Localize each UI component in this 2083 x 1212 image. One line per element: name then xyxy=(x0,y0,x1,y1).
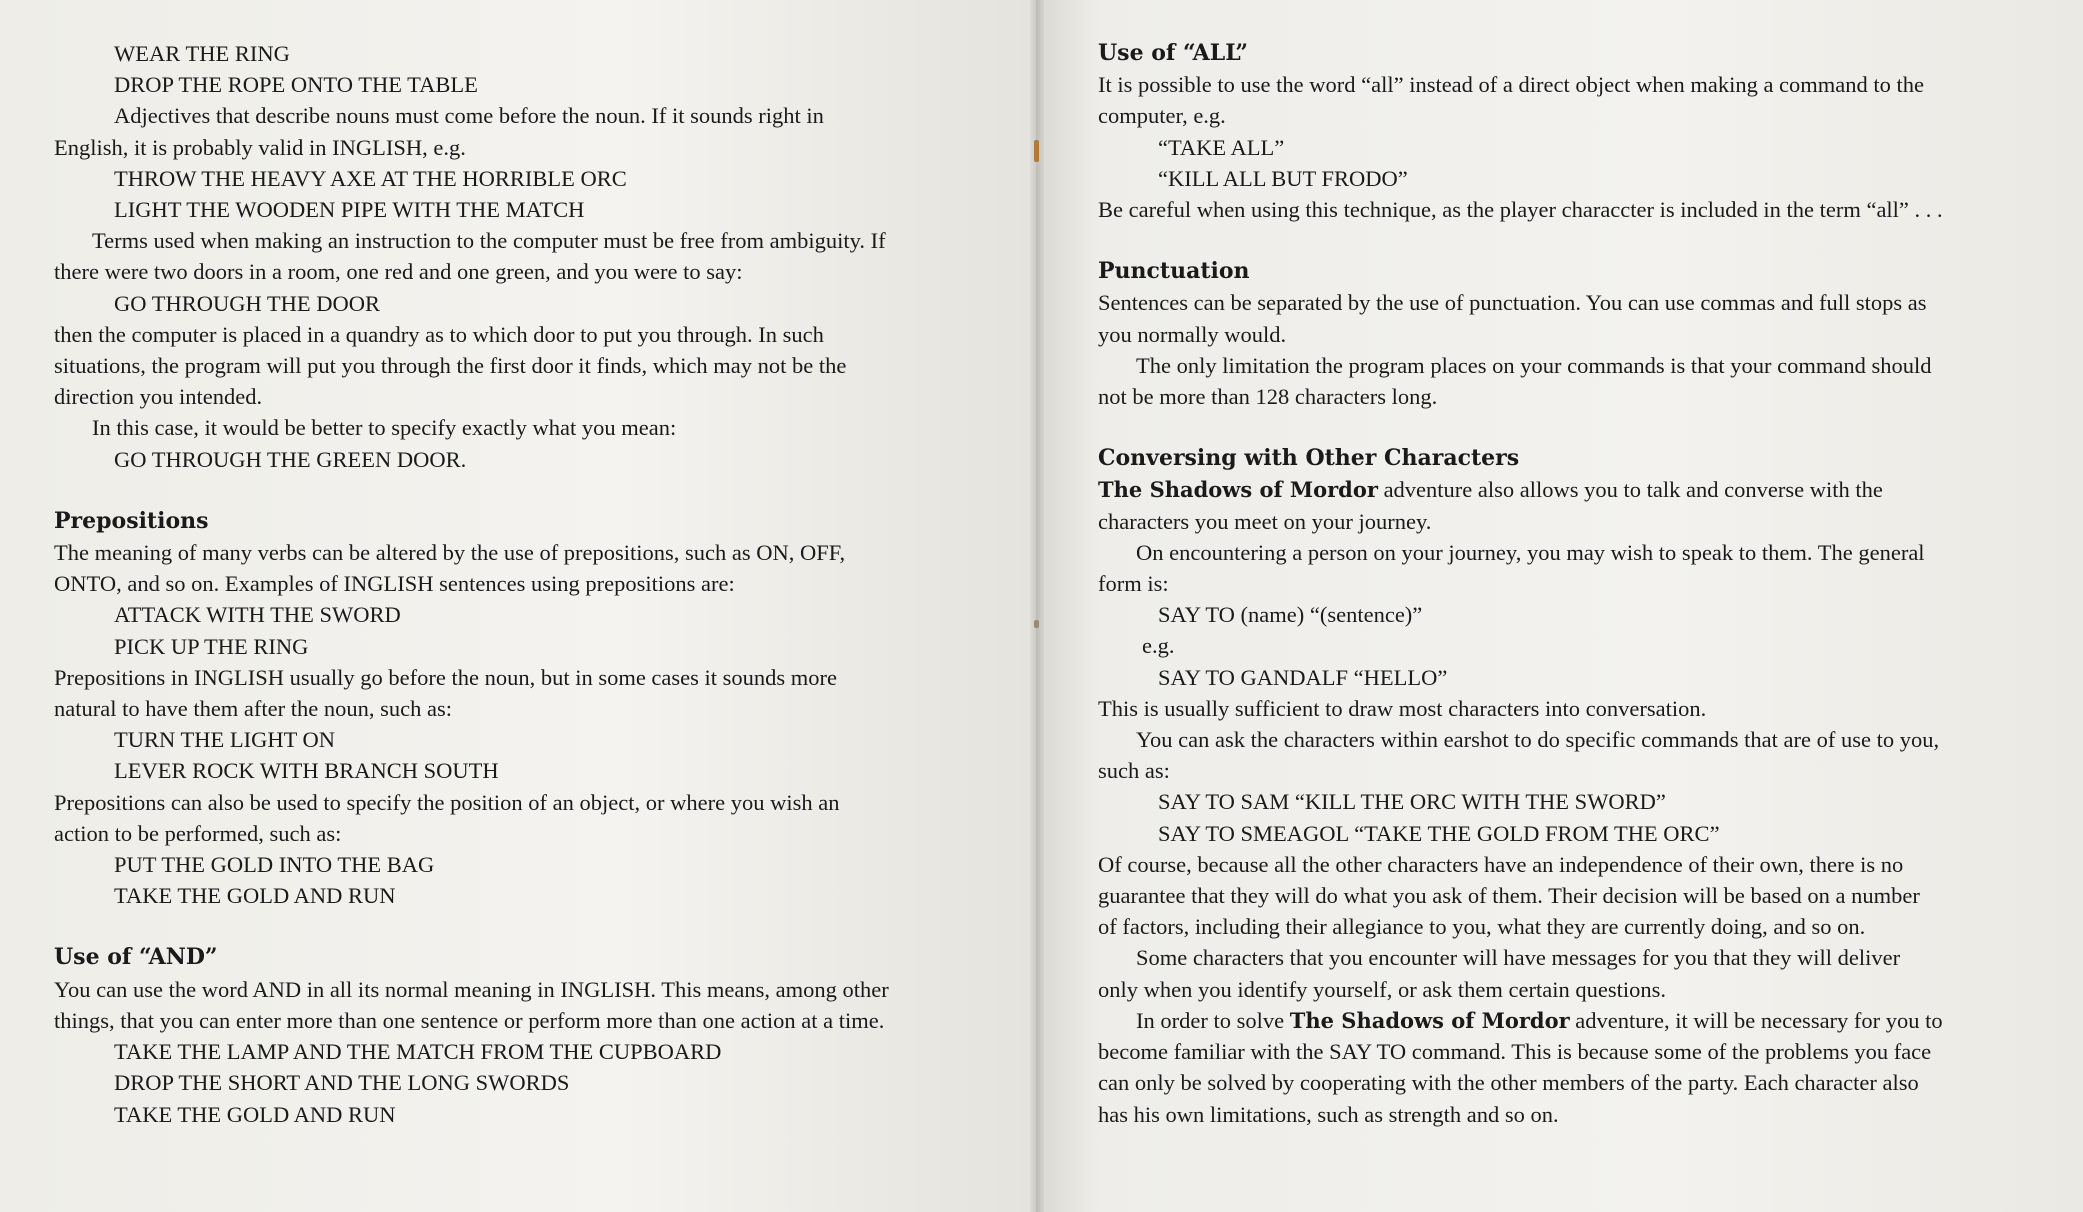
command-example: “TAKE ALL” xyxy=(1158,134,1285,160)
text-line: guarantee that they will do what you ask of them. Their decision will be based on a number xyxy=(1098,883,1920,909)
text-line: form is: xyxy=(1098,571,1169,597)
command-example: DROP THE SHORT AND THE LONG SWORDS xyxy=(114,1070,570,1096)
text-line: has his own limitations, such as strength and so on. xyxy=(1098,1101,1559,1127)
section-heading: Conversing with Other Characters xyxy=(1098,445,1520,472)
text-line: Prepositions can also be used to specify the position of an object, or where you wish an xyxy=(54,789,840,815)
command-example: WEAR THE RING xyxy=(114,41,290,66)
text-line: things, that you can enter more than one sentence or perform more than one action at a time. xyxy=(54,1007,885,1033)
text-line xyxy=(1098,474,2018,505)
text-line: English, it is probably valid in INGLISH, e.g. xyxy=(54,134,466,160)
command-example: SAY TO SAM “KILL THE ORC WITH THE SWORD” xyxy=(1158,789,1666,815)
command-example: TAKE THE LAMP AND THE MATCH FROM THE CUPBOARD xyxy=(114,1039,722,1065)
text-line: It is possible to use the word “all” instead of a direct object when making a command to the xyxy=(1098,72,1925,98)
text-line: computer, e.g. xyxy=(1098,103,1226,129)
command-example: GO THROUGH THE GREEN DOOR. xyxy=(114,446,467,472)
staple xyxy=(1034,140,1039,162)
text-line: Prepositions in INGLISH usually go before the noun, but in some cases it sounds more xyxy=(54,664,838,690)
paragraph-start-line: On encountering a person on your journey, you may wish to speak to them. The general xyxy=(1136,539,1925,565)
text-line: become familiar with the SAY TO command. This is because some of the problems you face xyxy=(1098,1039,1932,1065)
text-line: ONTO, and so on. Examples of INGLISH sentences using prepositions are: xyxy=(54,571,735,597)
command-example: ATTACK WITH THE SWORD xyxy=(114,602,401,628)
text-line: Of course, because all the other characters have an independence of their own, there is no xyxy=(1098,851,1904,877)
left-page xyxy=(0,0,1036,1212)
text-line: direction you intended. xyxy=(54,384,263,410)
command-example: TAKE THE GOLD AND RUN xyxy=(114,1101,396,1127)
text-line: action to be performed, such as: xyxy=(54,820,342,846)
text-line: The meaning of many verbs can be altered by the use of prepositions, such as ON, OFF, xyxy=(54,540,846,566)
command-example: SAY TO (name) “(sentence)” xyxy=(1158,602,1423,628)
text-line: can only be solved by cooperating with the other members of the party. Each character also xyxy=(1098,1070,1919,1096)
paragraph-start-line: Some characters that you encounter will have messages for you that they will deliver xyxy=(1136,945,1901,971)
paragraph-start-line: In this case, it would be better to specify exactly what you mean: xyxy=(92,415,677,441)
command-example: TAKE THE GOLD AND RUN xyxy=(114,883,396,909)
text-line: of factors, including their allegiance to you, what they are currently doing, and so on. xyxy=(1098,914,1866,940)
text-line: Be careful when using this technique, as the player characcter is included in the term “all” . . . xyxy=(1098,197,1943,223)
command-example: LIGHT THE WOODEN PIPE WITH THE MATCH xyxy=(114,197,585,223)
section-gap xyxy=(54,911,974,942)
command-example: PICK UP THE RING xyxy=(114,633,309,659)
text-fragment: In order to solve xyxy=(1136,1007,1290,1033)
left-page-text xyxy=(54,38,974,1130)
command-example: TURN THE LIGHT ON xyxy=(114,727,336,753)
paragraph-start-line: You can ask the characters within earshot to do specific commands that are of use to you, xyxy=(1136,727,1940,753)
command-example: LEVER ROCK WITH BRANCH SOUTH xyxy=(114,758,499,784)
paragraph-start-line: The only limitation the program places on your commands is that your command should xyxy=(1136,352,1932,378)
text-line: You can use the word AND in all its normal meaning in INGLISH. This means, among other xyxy=(54,976,889,1002)
text-line: such as: xyxy=(1098,758,1170,784)
section-heading: Punctuation xyxy=(1098,258,1250,285)
command-example: SAY TO SMEAGOL “TAKE THE GOLD FROM THE ORC” xyxy=(1158,820,1720,846)
staple xyxy=(1034,620,1039,628)
text-fragment: adventure, it will be necessary for you to xyxy=(1569,1007,1943,1033)
text-line: natural to have them after the noun, such as: xyxy=(54,696,452,722)
command-example: SAY TO GANDALF “HELLO” xyxy=(1158,664,1448,690)
game-title-bold: The Shadows of Mordor xyxy=(1098,477,1378,503)
section-gap xyxy=(1098,412,2018,443)
section-gap xyxy=(1098,225,2018,256)
booklet-spine xyxy=(1030,0,1044,1212)
command-example: Adjectives that describe nouns must come before the noun. If it sounds right in xyxy=(114,103,824,129)
text-line: This is usually sufficient to draw most characters into conversation. xyxy=(1098,695,1707,721)
text-line: you normally would. xyxy=(1098,321,1287,347)
command-example: “KILL ALL BUT FRODO” xyxy=(1158,165,1408,191)
text-line: then the computer is placed in a quandry as to which door to put you through. In such xyxy=(54,321,824,347)
example-label: e.g. xyxy=(1142,633,1175,659)
right-page-text xyxy=(1098,38,2018,1130)
text-line: situations, the program will put you through the first door it finds, which may not be the xyxy=(54,353,847,379)
command-example: THROW THE HEAVY AXE AT THE HORRIBLE ORC xyxy=(114,165,627,191)
paragraph-start-line: Terms used when making an instruction to the computer must be free from ambiguity. If xyxy=(92,228,886,254)
text-line: not be more than 128 characters long. xyxy=(1098,384,1438,410)
command-example: GO THROUGH THE DOOR xyxy=(114,290,381,316)
section-heading: Use of “ALL” xyxy=(1098,40,1249,66)
text-line: there were two doors in a room, one red and one green, and you were to say: xyxy=(54,259,743,285)
text-line: only when you identify yourself, or ask them certain questions. xyxy=(1098,976,1667,1002)
command-example: DROP THE ROPE ONTO THE TABLE xyxy=(114,72,478,98)
text-line xyxy=(1098,1005,2018,1036)
text-fragment: adventure also allows you to talk and converse with the xyxy=(1377,477,1883,503)
section-gap xyxy=(54,475,974,506)
game-title-bold: The Shadows of Mordor xyxy=(1289,1007,1570,1033)
section-heading: Use of “AND” xyxy=(54,944,218,971)
command-example: PUT THE GOLD INTO THE BAG xyxy=(114,852,435,878)
text-line: Sentences can be separated by the use of punctuation. You can use commas and full stops as xyxy=(1098,290,1927,316)
text-line: characters you meet on your journey. xyxy=(1098,508,1432,534)
section-heading: Prepositions xyxy=(54,507,209,534)
